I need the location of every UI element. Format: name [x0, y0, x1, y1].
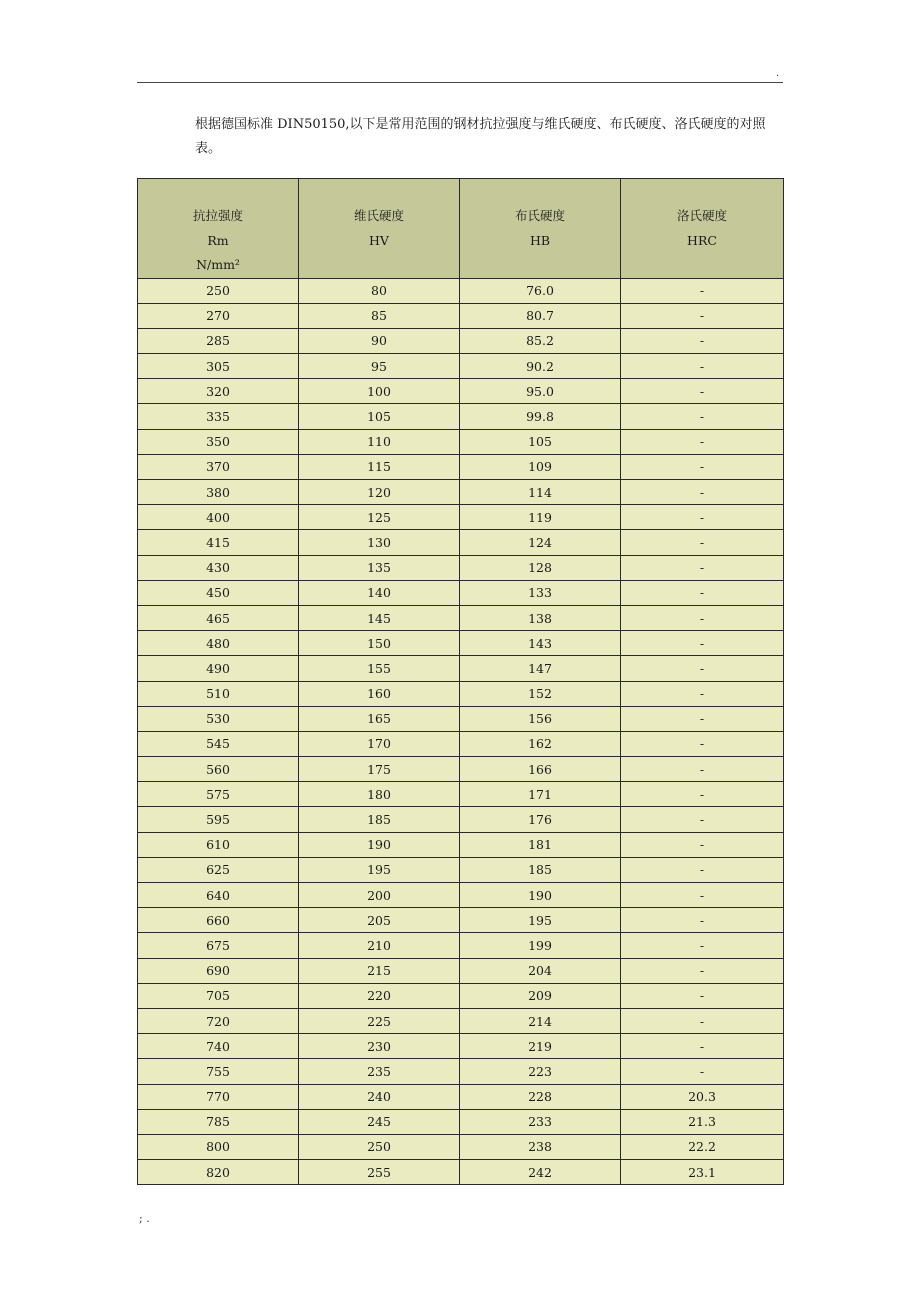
header-vickers — [299, 179, 460, 279]
vickers-cell: 145 — [299, 605, 460, 630]
rockwell-cell: 21.3 — [621, 1109, 784, 1134]
brinell-cell: 195 — [460, 908, 621, 933]
header-name: 抗拉强度 — [192, 208, 243, 223]
vickers-cell: 85 — [299, 303, 460, 328]
vickers-cell: 225 — [299, 1008, 460, 1033]
tensile-strength-cell: 675 — [138, 933, 299, 958]
header-symbol: HB — [529, 232, 551, 248]
vickers-cell: 90 — [299, 328, 460, 353]
tensile-strength-cell: 400 — [138, 505, 299, 530]
vickers-cell: 95 — [299, 354, 460, 379]
vickers-cell: 115 — [299, 454, 460, 479]
table-row — [138, 908, 784, 933]
vickers-cell: 130 — [299, 530, 460, 555]
brinell-cell: 99.8 — [460, 404, 621, 429]
table-row — [138, 429, 784, 454]
table-row — [138, 605, 784, 630]
vickers-cell: 210 — [299, 933, 460, 958]
brinell-cell: 185 — [460, 857, 621, 882]
vickers-cell: 110 — [299, 429, 460, 454]
vickers-cell: 255 — [299, 1160, 460, 1185]
intro-text: 根据德国标准 DIN50150,以下是常用范围的钢材抗拉强度与维氏硬度、布氏硬度、洛氏硬度的对照表。 — [195, 117, 766, 156]
rockwell-cell: - — [621, 379, 784, 404]
rockwell-cell: - — [621, 731, 784, 756]
rockwell-cell: - — [621, 681, 784, 706]
table-row — [138, 782, 784, 807]
header-brinell — [460, 179, 621, 279]
vickers-cell: 155 — [299, 656, 460, 681]
rockwell-cell: - — [621, 857, 784, 882]
table-row — [138, 505, 784, 530]
rockwell-cell: - — [621, 933, 784, 958]
rockwell-cell: - — [621, 631, 784, 656]
header-rockwell — [621, 179, 784, 279]
rockwell-cell: - — [621, 1059, 784, 1084]
tensile-strength-cell: 250 — [138, 278, 299, 303]
table-row — [138, 958, 784, 983]
brinell-cell: 138 — [460, 605, 621, 630]
table-row — [138, 530, 784, 555]
brinell-cell: 242 — [460, 1160, 621, 1185]
table-row — [138, 278, 784, 303]
rockwell-cell: - — [621, 303, 784, 328]
table-row — [138, 303, 784, 328]
tensile-strength-cell: 785 — [138, 1109, 299, 1134]
table-row — [138, 857, 784, 882]
brinell-cell: 233 — [460, 1109, 621, 1134]
vickers-cell: 175 — [299, 757, 460, 782]
brinell-cell: 199 — [460, 933, 621, 958]
header-name: 布氏硬度 — [514, 208, 565, 223]
tensile-strength-cell: 740 — [138, 1034, 299, 1059]
rockwell-cell: - — [621, 480, 784, 505]
rockwell-cell: - — [621, 1034, 784, 1059]
tensile-strength-cell: 530 — [138, 706, 299, 731]
tensile-strength-cell: 450 — [138, 580, 299, 605]
tensile-strength-cell: 270 — [138, 303, 299, 328]
brinell-cell: 90.2 — [460, 354, 621, 379]
vickers-cell: 165 — [299, 706, 460, 731]
brinell-cell: 162 — [460, 731, 621, 756]
table-row — [138, 883, 784, 908]
vickers-cell: 125 — [299, 505, 460, 530]
vickers-cell: 250 — [299, 1134, 460, 1159]
header-tensile-strength — [138, 179, 299, 279]
table-row — [138, 1109, 784, 1134]
table-row — [138, 731, 784, 756]
rockwell-cell: - — [621, 656, 784, 681]
brinell-cell: 80.7 — [460, 303, 621, 328]
table-row — [138, 555, 784, 580]
footer-mark: ; . — [139, 1212, 150, 1225]
header-unit: N/mm² — [196, 257, 240, 272]
tensile-strength-cell: 690 — [138, 958, 299, 983]
tensile-strength-cell: 625 — [138, 857, 299, 882]
brinell-cell: 128 — [460, 555, 621, 580]
table-row — [138, 983, 784, 1008]
vickers-cell: 135 — [299, 555, 460, 580]
rockwell-cell: - — [621, 278, 784, 303]
tensile-strength-cell: 660 — [138, 908, 299, 933]
vickers-cell: 200 — [299, 883, 460, 908]
brinell-cell: 119 — [460, 505, 621, 530]
rockwell-cell: - — [621, 832, 784, 857]
brinell-cell: 228 — [460, 1084, 621, 1109]
table-header-row — [138, 179, 784, 279]
vickers-cell: 205 — [299, 908, 460, 933]
vickers-cell: 180 — [299, 782, 460, 807]
rockwell-cell: - — [621, 328, 784, 353]
vickers-cell: 235 — [299, 1059, 460, 1084]
rockwell-cell: - — [621, 757, 784, 782]
header-name: 洛氏硬度 — [676, 208, 727, 223]
vickers-cell: 230 — [299, 1034, 460, 1059]
rockwell-cell: - — [621, 908, 784, 933]
tensile-strength-cell: 285 — [138, 328, 299, 353]
rockwell-cell: - — [621, 782, 784, 807]
rockwell-cell: 20.3 — [621, 1084, 784, 1109]
table-body — [138, 278, 784, 1185]
tensile-strength-cell: 480 — [138, 631, 299, 656]
rockwell-cell: - — [621, 580, 784, 605]
brinell-cell: 166 — [460, 757, 621, 782]
vickers-cell: 160 — [299, 681, 460, 706]
table-row — [138, 1160, 784, 1185]
brinell-cell: 76.0 — [460, 278, 621, 303]
tensile-strength-cell: 545 — [138, 731, 299, 756]
rockwell-cell: - — [621, 454, 784, 479]
table-row — [138, 832, 784, 857]
brinell-cell: 219 — [460, 1034, 621, 1059]
tensile-strength-cell: 610 — [138, 832, 299, 857]
tensile-strength-cell: 430 — [138, 555, 299, 580]
intro-paragraph — [195, 113, 780, 161]
table-row — [138, 1084, 784, 1109]
rockwell-cell: - — [621, 354, 784, 379]
rockwell-cell: - — [621, 530, 784, 555]
brinell-cell: 109 — [460, 454, 621, 479]
rockwell-cell: - — [621, 1008, 784, 1033]
tensile-strength-cell: 510 — [138, 681, 299, 706]
vickers-cell: 170 — [299, 731, 460, 756]
rockwell-cell: - — [621, 505, 784, 530]
table-row — [138, 379, 784, 404]
rockwell-cell: - — [621, 983, 784, 1008]
vickers-cell: 190 — [299, 832, 460, 857]
brinell-cell: 223 — [460, 1059, 621, 1084]
header-name: 维氏硬度 — [353, 208, 404, 223]
table-row — [138, 681, 784, 706]
header-mark: . — [776, 68, 780, 79]
table-row — [138, 404, 784, 429]
brinell-cell: 147 — [460, 656, 621, 681]
tensile-strength-cell: 820 — [138, 1160, 299, 1185]
brinell-cell: 190 — [460, 883, 621, 908]
table-row — [138, 1008, 784, 1033]
table-row — [138, 480, 784, 505]
table-row — [138, 328, 784, 353]
vickers-cell: 80 — [299, 278, 460, 303]
table-row — [138, 354, 784, 379]
tensile-strength-cell: 465 — [138, 605, 299, 630]
tensile-strength-cell: 575 — [138, 782, 299, 807]
tensile-strength-cell: 320 — [138, 379, 299, 404]
header-symbol: Rm — [207, 232, 229, 248]
tensile-strength-cell: 335 — [138, 404, 299, 429]
tensile-strength-cell: 350 — [138, 429, 299, 454]
vickers-cell: 195 — [299, 857, 460, 882]
brinell-cell: 156 — [460, 706, 621, 731]
table-row — [138, 1034, 784, 1059]
brinell-cell: 181 — [460, 832, 621, 857]
header-rule — [137, 82, 783, 83]
rockwell-cell: - — [621, 605, 784, 630]
tensile-strength-cell: 305 — [138, 354, 299, 379]
hardness-conversion-table — [137, 178, 784, 1185]
rockwell-cell: - — [621, 883, 784, 908]
tensile-strength-cell: 560 — [138, 757, 299, 782]
table-row — [138, 706, 784, 731]
vickers-cell: 245 — [299, 1109, 460, 1134]
vickers-cell: 100 — [299, 379, 460, 404]
vickers-cell: 105 — [299, 404, 460, 429]
brinell-cell: 176 — [460, 807, 621, 832]
table-row — [138, 454, 784, 479]
vickers-cell: 150 — [299, 631, 460, 656]
tensile-strength-cell: 755 — [138, 1059, 299, 1084]
tensile-strength-cell: 800 — [138, 1134, 299, 1159]
vickers-cell: 240 — [299, 1084, 460, 1109]
tensile-strength-cell: 380 — [138, 480, 299, 505]
brinell-cell: 171 — [460, 782, 621, 807]
header-symbol: HRC — [687, 232, 717, 248]
rockwell-cell: 22.2 — [621, 1134, 784, 1159]
brinell-cell: 114 — [460, 480, 621, 505]
brinell-cell: 204 — [460, 958, 621, 983]
rockwell-cell: 23.1 — [621, 1160, 784, 1185]
rockwell-cell: - — [621, 404, 784, 429]
vickers-cell: 220 — [299, 983, 460, 1008]
rockwell-cell: - — [621, 706, 784, 731]
brinell-cell: 124 — [460, 530, 621, 555]
vickers-cell: 140 — [299, 580, 460, 605]
tensile-strength-cell: 640 — [138, 883, 299, 908]
tensile-strength-cell: 770 — [138, 1084, 299, 1109]
table-row — [138, 757, 784, 782]
brinell-cell: 95.0 — [460, 379, 621, 404]
vickers-cell: 120 — [299, 480, 460, 505]
rockwell-cell: - — [621, 807, 784, 832]
table-row — [138, 631, 784, 656]
vickers-cell: 215 — [299, 958, 460, 983]
brinell-cell: 105 — [460, 429, 621, 454]
vickers-cell: 185 — [299, 807, 460, 832]
tensile-strength-cell: 370 — [138, 454, 299, 479]
rockwell-cell: - — [621, 555, 784, 580]
rockwell-cell: - — [621, 958, 784, 983]
tensile-strength-cell: 415 — [138, 530, 299, 555]
brinell-cell: 85.2 — [460, 328, 621, 353]
header-symbol: HV — [369, 232, 389, 248]
brinell-cell: 214 — [460, 1008, 621, 1033]
tensile-strength-cell: 705 — [138, 983, 299, 1008]
brinell-cell: 209 — [460, 983, 621, 1008]
table-row — [138, 1134, 784, 1159]
table-row — [138, 807, 784, 832]
brinell-cell: 143 — [460, 631, 621, 656]
table-row — [138, 1059, 784, 1084]
tensile-strength-cell: 720 — [138, 1008, 299, 1033]
rockwell-cell: - — [621, 429, 784, 454]
table-row — [138, 580, 784, 605]
table-row — [138, 933, 784, 958]
brinell-cell: 133 — [460, 580, 621, 605]
brinell-cell: 238 — [460, 1134, 621, 1159]
brinell-cell: 152 — [460, 681, 621, 706]
tensile-strength-cell: 595 — [138, 807, 299, 832]
table-row — [138, 656, 784, 681]
tensile-strength-cell: 490 — [138, 656, 299, 681]
